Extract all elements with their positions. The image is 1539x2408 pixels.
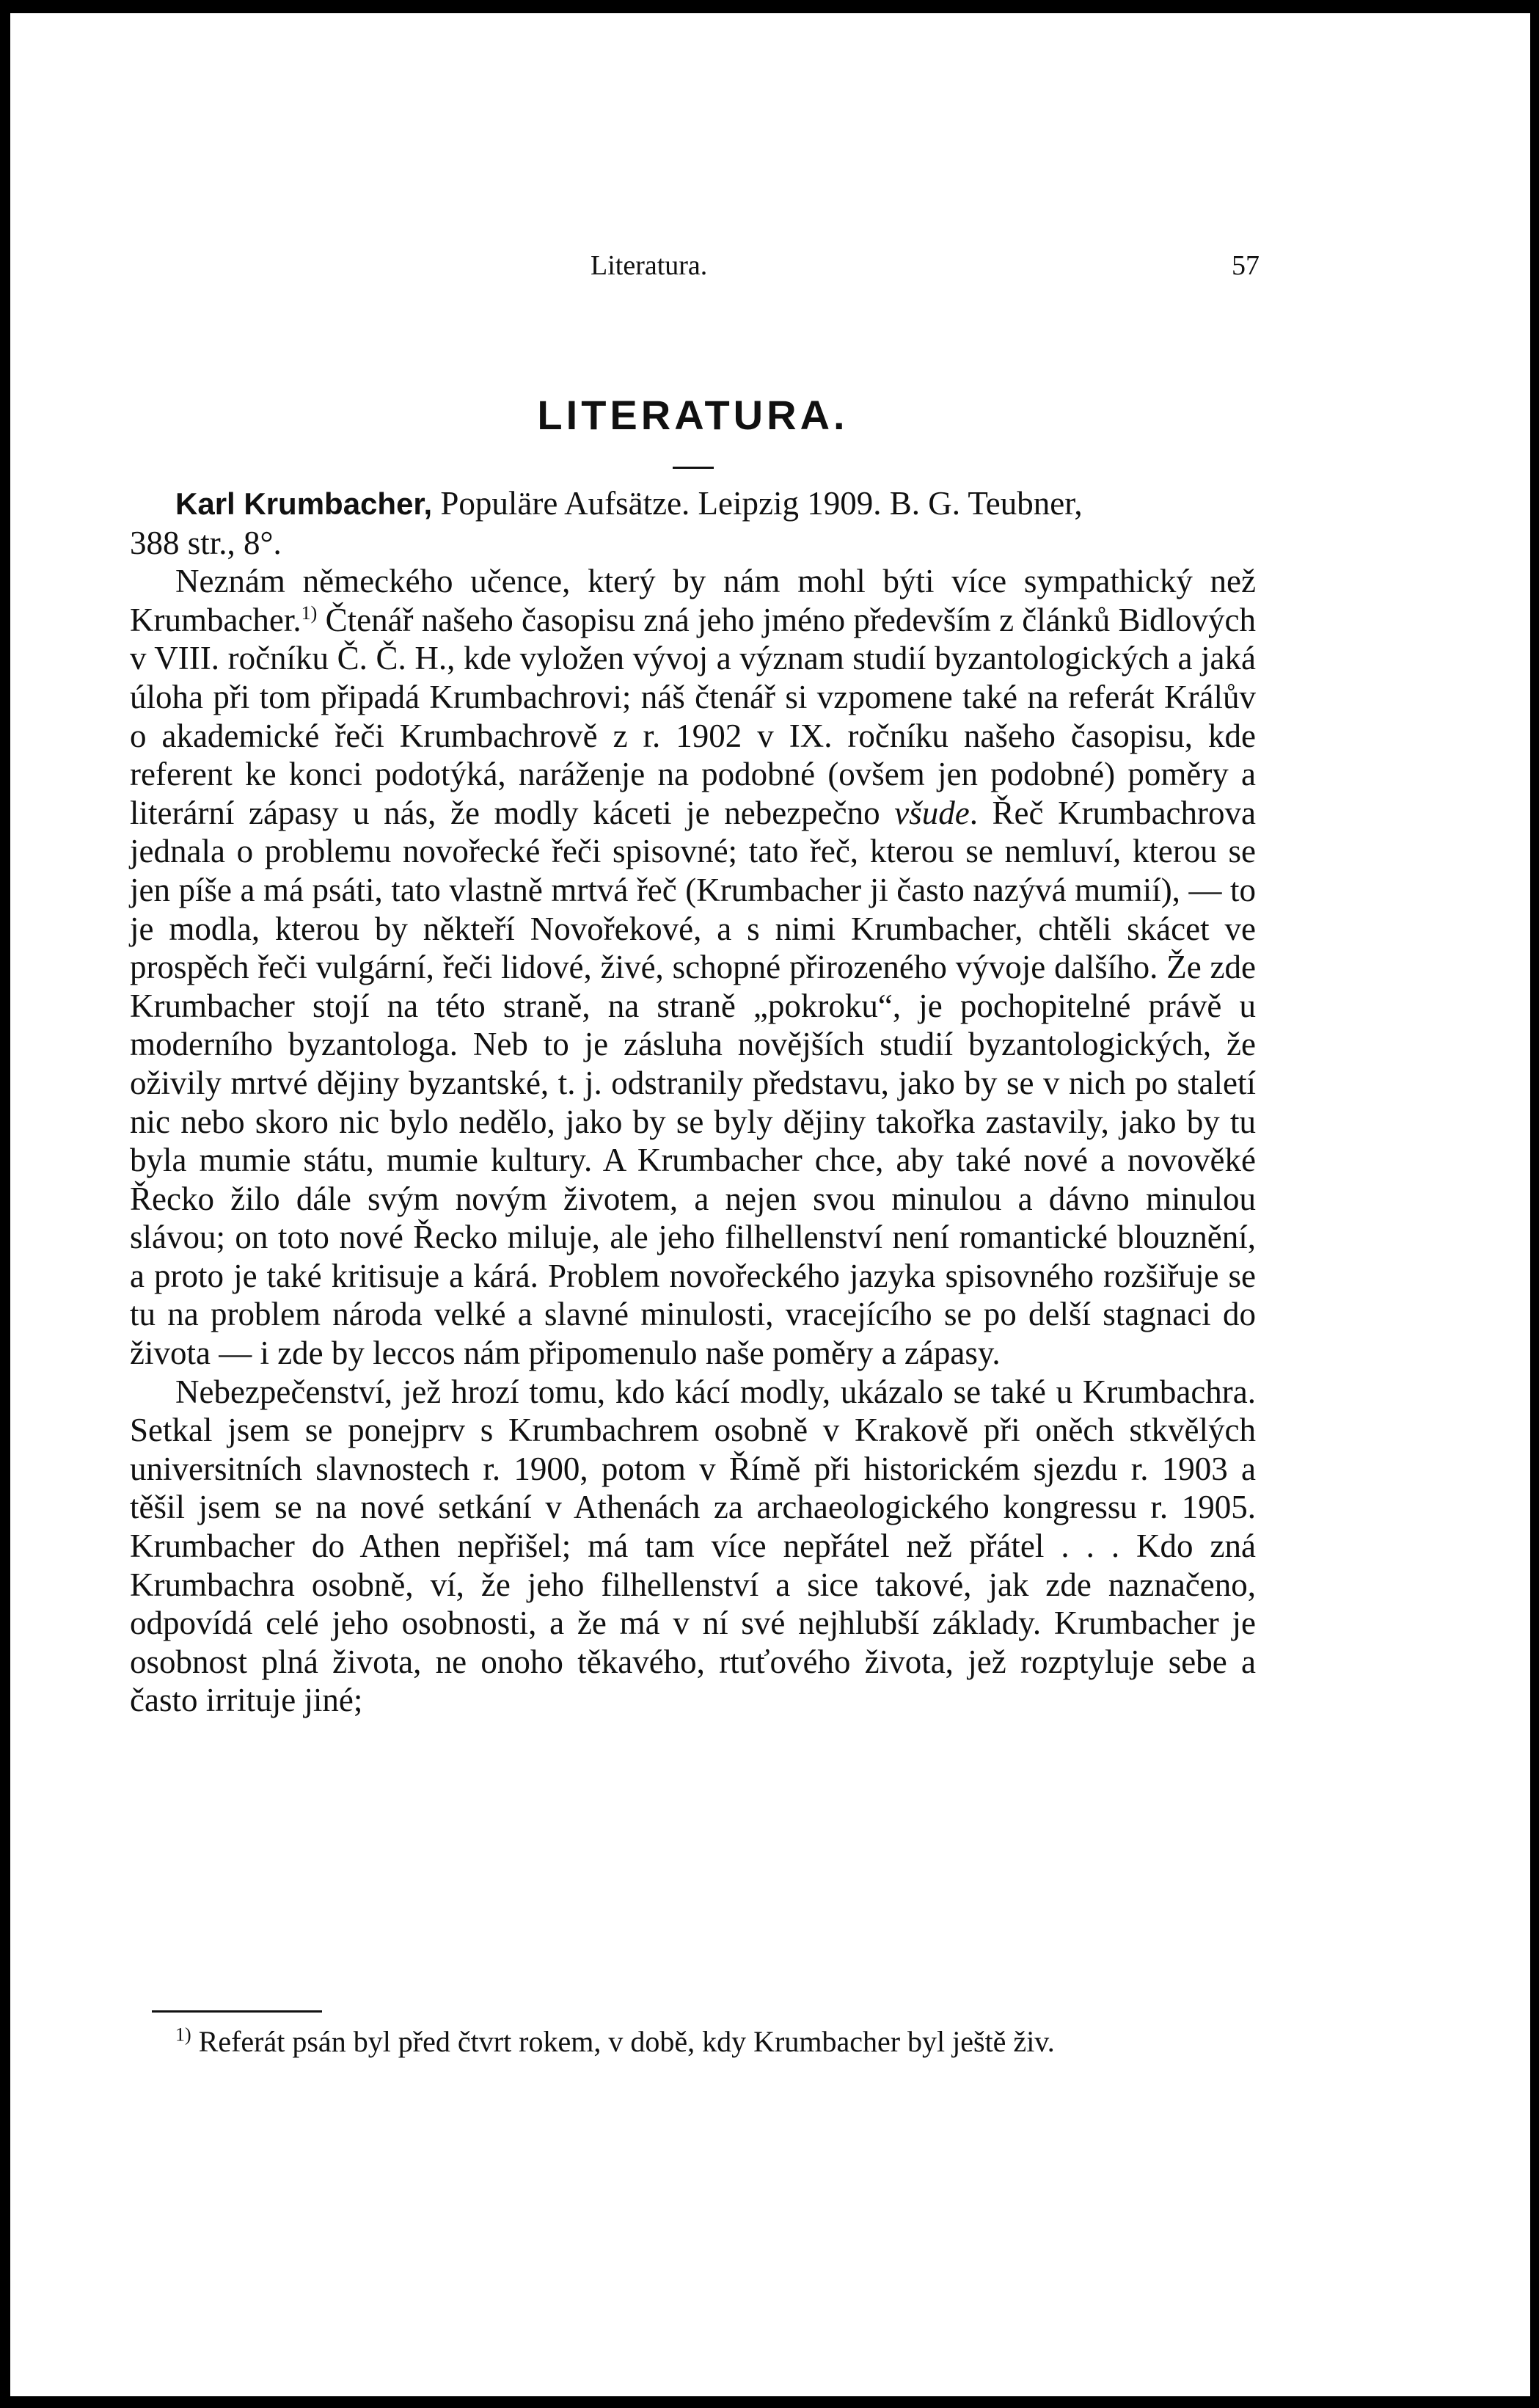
page-number: 57 bbox=[1232, 250, 1260, 281]
entry-citation: Populäre Aufsätze. Leipzig 1909. B. G. Teubner, bbox=[432, 485, 1083, 522]
running-head bbox=[130, 249, 1260, 286]
footnote-reference: 1) bbox=[301, 602, 318, 624]
footnote-body: Referát psán byl před čtvrt rokem, v době, kdy Krumbacher byl ještě živ. bbox=[191, 2025, 1055, 2058]
bibliographic-entry-continuation: 388 str., 8°. bbox=[130, 524, 282, 561]
section-heading: LITERATURA. bbox=[537, 392, 849, 438]
bibliographic-entry bbox=[130, 484, 1256, 524]
paragraph-1 bbox=[130, 562, 1256, 1372]
running-title: Literatura. bbox=[591, 250, 708, 281]
footnote bbox=[130, 2025, 1256, 2059]
paragraph-1-part-c: . Řeč Krumbachrova jednala o problemu novořecké řeči spisovné; tato řeč, kterou se nemluví, kterou se jen píše a má psáti, tato vlastně mrtvá řeč (Krumbacher ji často nazývá mumií), — to je modla, kterou by někteří Novořekové, a s nimi Krumbacher, chtěli skácet ve prospěch řeči vulgární, řeči lidové, živé, schopné přirozeného vývoje dalšího. Že zde Krumbacher stojí na této straně, na straně „pokroku“, je pochopitelné právě u moderního byzantologa. Neb to je zásluha novějších studií byzantologických, že oživily mrtvé dějiny byzantské, t. j. odstranily představu, jako by se v nich po staletí nic nebo skoro nic bylo nedělo, jako by se byly dějiny takořka zastavily, jako by tu byla mumie státu, mumie kultury. A Krumbacher chce, aby také nové a novověké Řecko žilo dále svým novým životem, a nejen svou minulou a dávno minulou slávou; on toto nové Řecko miluje, ale jeho filhellenství není romantické blouznění, a proto je také kritisuje a kárá. Problem novořeckého jazyka spisovného rozšiřuje se tu na problem národa velké a slavné minulosti, vracejícího se po delší stagnaci do života — i zde by leccos nám připomenulo naše poměry a zápasy. bbox=[130, 794, 1256, 1372]
footnote-rule bbox=[152, 2010, 322, 2013]
document-page bbox=[10, 13, 1530, 2396]
paragraph-1-part-b: Čtenář našeho časopisu zná jeho jméno především z článků Bidlových v VIII. ročníku Č. Č. H., kde vyložen vývoj a význam studií byzantologických a jaká úloha při tom připadá Krumbachrovi; náš čtenář si vzpomene také na referát Králův o akademické řeči Krumbachrově z r. 1902 v IX. ročníku našeho časopisu, kde referent ke konci podotýká, naráženje na podobné (ovšem jen podobné) poměry a literární zápasy u nás, že modly káceti je nebezpečno bbox=[130, 601, 1256, 831]
footnote-mark: 1) bbox=[175, 2024, 191, 2046]
paragraph-2: Nebezpečenství, jež hrozí tomu, kdo kácí modly, ukázalo se také u Krumbachra. Setkal jsem se ponejprv s Krumbachrem osobně v Krakově při oněch stkvělých universitních slavnostech r. 1900, potom v Římě při historickém sjezdu r. 1903 a těšil jsem se na nové setkání v Athenách za archaeologického kongressu r. 1905. Krumbacher do Athen nepřišel; má tam více nepřátel než přátel . . . Kdo zná Krumbachra osobně, ví, že jeho filhellenství a sice takové, jak zde naznačeno, odpovídá celé jeho osobnosti, a že má v ní své nejhlubší základy. Krumbacher je osobnost plná života, ne onoho těkavého, rtuťového života, jež rozptyluje sebe a často irrituje jiné; bbox=[130, 1373, 1256, 1719]
paragraph-1-part-a: Neznám německého učence, který by nám mohl býti více sympathický než Krumbacher. bbox=[130, 563, 1256, 638]
emphasis-text: všude bbox=[894, 794, 970, 831]
entry-author: Karl Krumbacher, bbox=[175, 486, 433, 521]
heading-rule bbox=[673, 467, 714, 469]
footnote-text bbox=[130, 2025, 1256, 2059]
body-text bbox=[130, 484, 1256, 1720]
